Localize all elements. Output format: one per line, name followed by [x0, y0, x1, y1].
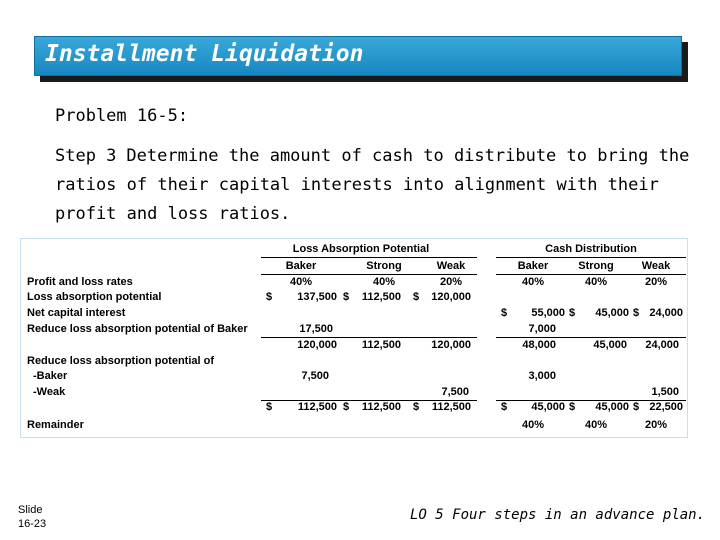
subtotal-rule-cash [496, 337, 686, 338]
table-cell: 112,500 [361, 291, 401, 303]
slide-number-label: Slide [18, 504, 43, 516]
group-underline-cash [496, 257, 686, 258]
table-cell: 45,000 [595, 307, 629, 319]
slide-number [18, 503, 46, 531]
column-header: Strong [578, 260, 614, 272]
table-cell: $ [633, 307, 640, 319]
table-cell: 45,000 [593, 339, 627, 351]
table-cell: $ [569, 307, 576, 319]
table-cell: $ [413, 291, 420, 303]
table-cell: 120,000 [431, 339, 471, 351]
subtotal-rule-loss [261, 337, 477, 338]
table-cell: 20% [644, 276, 668, 288]
table-cell: 1,500 [651, 386, 679, 398]
title-bar [34, 36, 682, 76]
row-label: Net capital interest [27, 307, 126, 319]
table-cell: 120,000 [431, 291, 471, 303]
table-cell: $ [343, 291, 350, 303]
row-label: Loss absorption potential [27, 291, 162, 303]
table-cell: 40% [584, 276, 608, 288]
table-cell: 17,500 [299, 323, 333, 335]
table-cell: $ [266, 401, 273, 413]
row-label: -Weak [33, 386, 66, 398]
row-label: Reduce loss absorption potential of [27, 355, 215, 367]
slide-title: Installment Liquidation [45, 41, 364, 67]
row-label: Profit and loss rates [27, 276, 133, 288]
table-cell: $ [633, 401, 640, 413]
group-header-loss-absorption: Loss Absorption Potential [292, 243, 430, 255]
problem-heading: Problem 16-5: [55, 106, 189, 126]
table-cell: 137,500 [297, 291, 337, 303]
table-cell: 112,500 [361, 401, 401, 413]
learning-objective-note: LO 5 Four steps in an advance plan. [410, 507, 706, 523]
group-underline-loss [261, 257, 477, 258]
table-cell: 40% [289, 276, 313, 288]
table-cell: 7,500 [301, 370, 329, 382]
table-cell: 24,000 [645, 339, 679, 351]
table-cell: 20% [644, 419, 668, 431]
column-header: Weak [436, 260, 466, 272]
header-underline-loss [261, 274, 477, 275]
table-cell: 20% [439, 276, 463, 288]
column-header: Strong [366, 260, 402, 272]
table-cell: 112,500 [297, 401, 337, 413]
row-label: Remainder [27, 419, 84, 431]
slide-number-value: 16-23 [18, 518, 47, 530]
table-cell: 55,000 [531, 307, 565, 319]
table-cell: $ [501, 401, 508, 413]
table-cell: $ [266, 291, 273, 303]
table-cell: 112,500 [431, 401, 471, 413]
table-cell: 45,000 [595, 401, 629, 413]
table-cell: 40% [521, 276, 545, 288]
table-cell: 7,000 [528, 323, 556, 335]
table-cell: 120,000 [297, 339, 337, 351]
table-cell: 48,000 [522, 339, 556, 351]
row-label: -Baker [33, 370, 68, 382]
table-cell: $ [343, 401, 350, 413]
column-header: Weak [641, 260, 671, 272]
table-cell: 22,500 [649, 401, 683, 413]
table-cell: 45,000 [531, 401, 565, 413]
table-cell: 40% [521, 419, 545, 431]
step-description [55, 142, 695, 229]
group-header-cash-distribution: Cash Distribution [545, 243, 637, 255]
column-header: Baker [285, 260, 317, 272]
column-header: Baker [517, 260, 549, 272]
header-underline-cash [496, 274, 686, 275]
step-text: Determine the amount of cash to distribute to bring the ratios of their capital interests into alignment with their profit and loss ratios. [55, 146, 690, 224]
table-cell: 40% [372, 276, 396, 288]
table-cell: 3,000 [528, 370, 556, 382]
table-cell: $ [501, 307, 508, 319]
row-label: Reduce loss absorption potential of Baker [27, 323, 248, 335]
table-cell: $ [569, 401, 576, 413]
table-cell: 112,500 [361, 339, 401, 351]
table-cell: 7,500 [441, 386, 469, 398]
liquidation-table [20, 238, 688, 438]
table-cell: 40% [584, 419, 608, 431]
table-cell: 24,000 [649, 307, 683, 319]
step-label: Step 3 [55, 146, 117, 166]
table-cell: $ [413, 401, 420, 413]
